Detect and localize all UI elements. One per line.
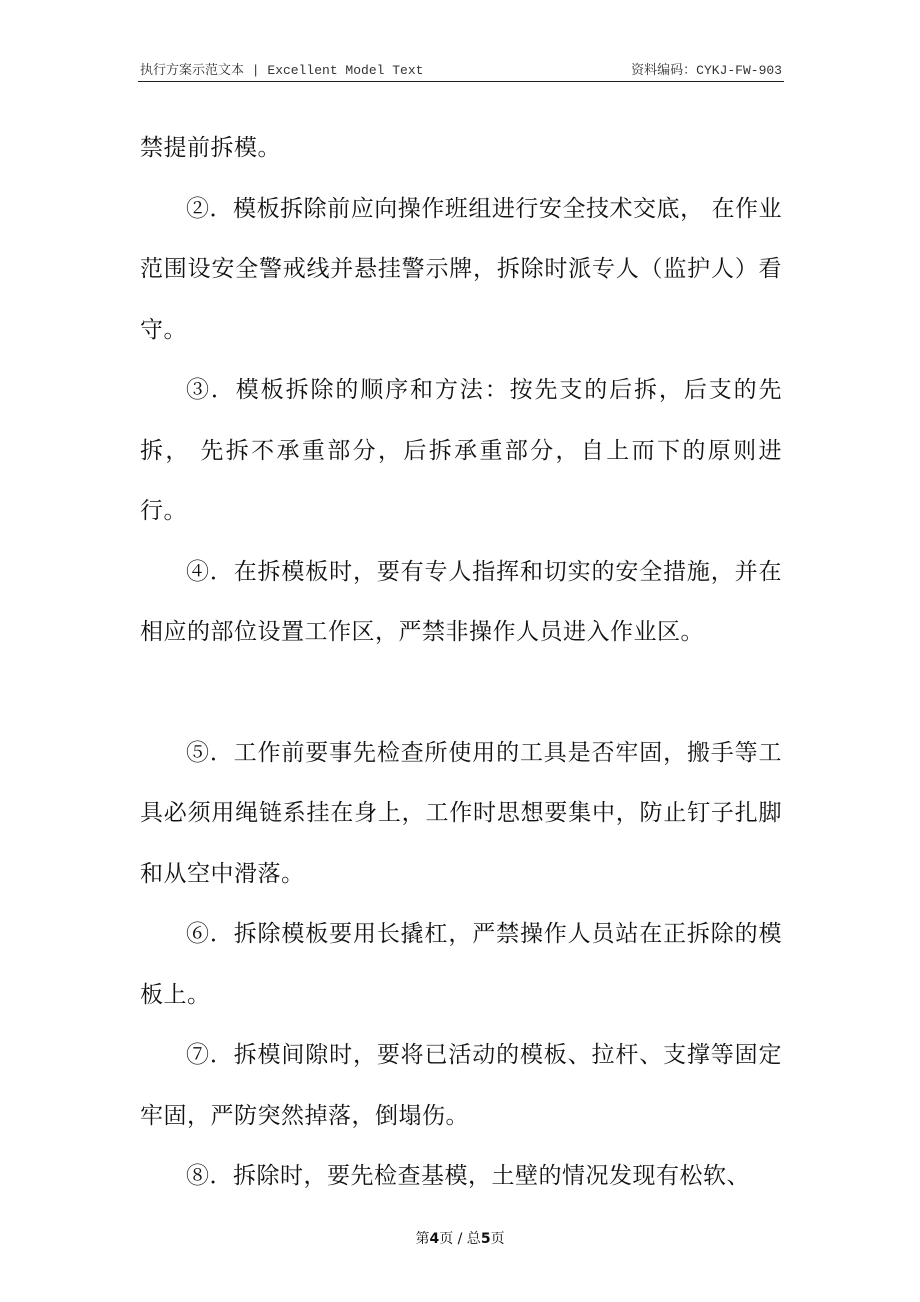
header-divider [138, 81, 784, 82]
paragraph-item-7: ⑦．拆模间隙时，要将已活动的模板、拉杆、支撑等固定牢固，严防突然掉落，倒塌伤。 [140, 1042, 782, 1129]
page-footer [0, 1229, 920, 1249]
paragraph-item-5: ⑤．工作前要事先检查所使用的工具是否牢固，搬手等工具必须用绳链系挂在身上，工作时思想要集中，防止钉子扎脚和从空中滑落。 [140, 739, 782, 887]
paragraph-item-3: ③．模板拆除的顺序和方法：按先支的后拆，后支的先拆， 先拆不承重部分，后拆承重部分，自上而下的原则进行。 [140, 377, 782, 524]
header-doc-code: 资料编码：CYKJ-FW-903 [631, 63, 782, 78]
footer-prefix: 第 [415, 1231, 430, 1247]
paragraph-item-8: ⑧．拆除时，要先检查基模，土壁的情况发现有松软、 [186, 1163, 750, 1189]
header-title: 执行方案示范文本 | Excellent Model Text [140, 63, 424, 78]
paragraph-item-2: ②．模板拆除前应向操作班组进行安全技术交底， 在作业范围设安全警戒线并悬挂警示牌，拆除时派专人（监护人）看守。 [140, 195, 782, 343]
paragraph-item-4: ④．在拆模板时，要有专人指挥和切实的安全措施，并在相应的部位设置工作区，严禁非操作人员进入作业区。 [140, 558, 782, 645]
document-body [140, 118, 782, 1207]
footer-suffix: 页 [490, 1231, 505, 1247]
paragraph-continuation: 禁提前拆模。 [140, 135, 281, 161]
total-page-count: 5 [480, 1231, 491, 1247]
paragraph-item-6: ⑥．拆除模板要用长撬杠，严禁操作人员站在正拆除的模板上。 [140, 921, 782, 1008]
page-header [140, 62, 782, 80]
footer-middle: 页 / 总 [439, 1231, 481, 1247]
current-page-number: 4 [429, 1231, 440, 1247]
